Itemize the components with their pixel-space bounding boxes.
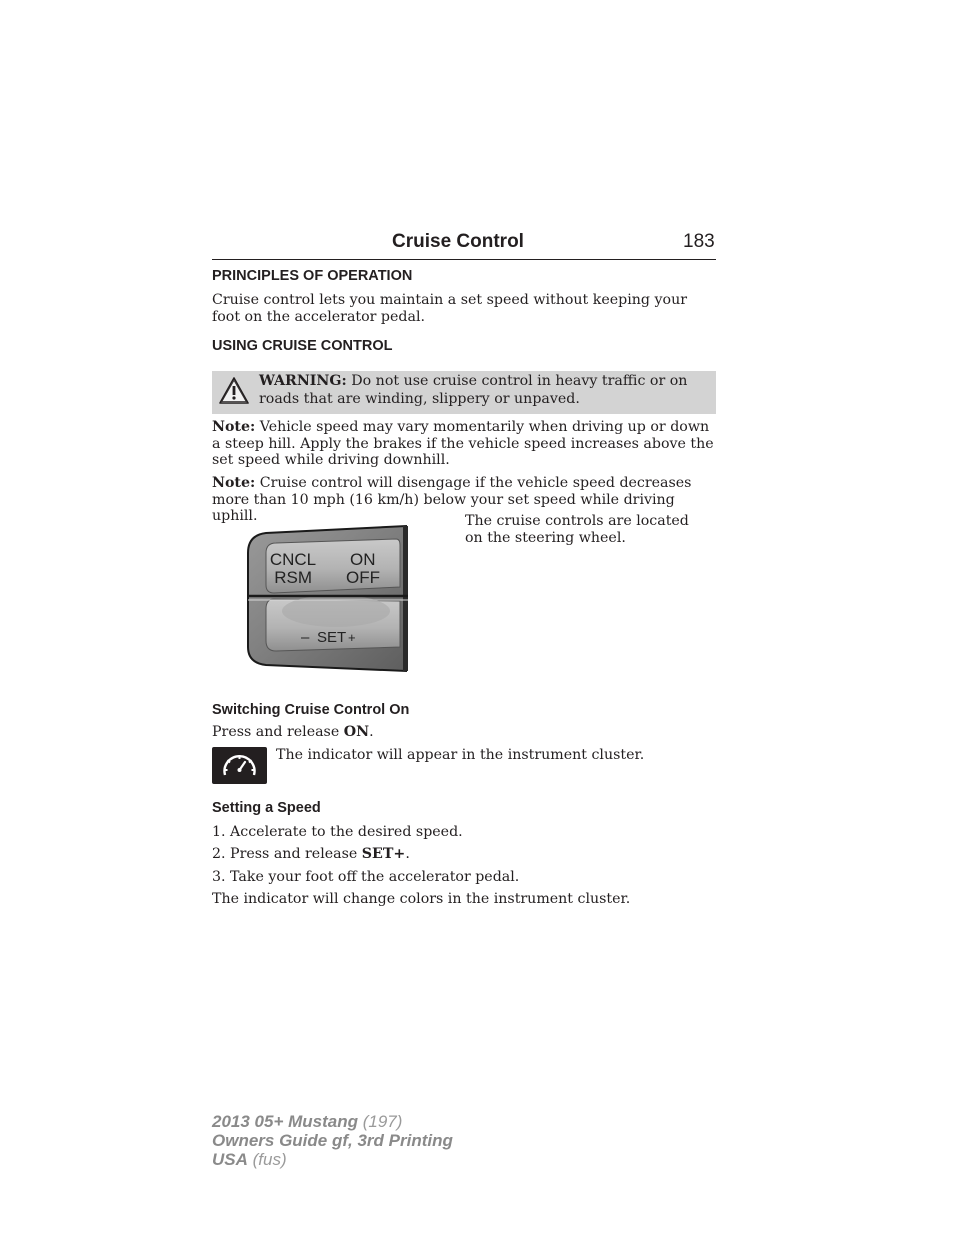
- cruise-control-switch-illustration: [246, 523, 410, 673]
- using-heading: USING CRUISE CONTROL: [212, 338, 393, 354]
- indicator-change-text: The indicator will change colors in the instrument cluster.: [212, 891, 631, 907]
- footer-line-1: 2013 05+ Mustang (197): [212, 1112, 403, 1131]
- set-label: SET: [317, 629, 347, 646]
- principles-text: Cruise control lets you maintain a set speed without keeping your foot on the accelerator pedal.: [212, 292, 687, 325]
- note-speed-variation: Note: Vehicle speed may vary momentarily when driving up or down a steep hill. Apply the brakes if the vehicle speed increases above the set speed while driving downhill.: [212, 419, 714, 469]
- note-label: Note:: [212, 419, 256, 435]
- step-3: 3. Take your foot off the accelerator pedal.: [212, 869, 520, 885]
- note-disengage: Note: Cruise control will disengage if the vehicle speed decreases more than 10 mph (16 km/h) below your set speed while driving uphill.: [212, 475, 692, 525]
- print-footer: [212, 1112, 453, 1169]
- minus-label: –: [301, 629, 310, 646]
- controls-location-text: The cruise controls are located on the steering wheel.: [465, 513, 689, 546]
- cruise-indicator-icon: [212, 747, 267, 784]
- footer-line-2: Owners Guide gf, 3rd Printing: [212, 1131, 453, 1150]
- footer-line-3: USA (fus): [212, 1150, 287, 1169]
- step-1: 1. Accelerate to the desired speed.: [212, 824, 463, 840]
- warning-box: [212, 371, 716, 414]
- off-label: OFF: [346, 568, 380, 587]
- rsm-label: RSM: [274, 568, 312, 587]
- on-button-ref: ON: [343, 724, 370, 740]
- header-rule: [212, 259, 716, 260]
- switching-on-heading: Switching Cruise Control On: [212, 702, 410, 718]
- set-button-ref: SET+: [361, 846, 406, 862]
- warning-label: WARNING:: [259, 373, 347, 389]
- plus-label: +: [348, 630, 356, 645]
- warning-text: WARNING: Do not use cruise control in heavy traffic or on roads that are winding, slippery or unpaved.: [259, 373, 688, 407]
- switching-on-instruction: Press and release ON.: [212, 724, 374, 740]
- setting-speed-heading: Setting a Speed: [212, 800, 321, 816]
- page-title: Cruise Control: [392, 231, 524, 252]
- step-2: 2. Press and release SET+.: [212, 846, 410, 862]
- principles-heading: PRINCIPLES OF OPERATION: [212, 268, 413, 284]
- cncl-label: CNCL: [269, 550, 317, 569]
- note-label: Note:: [212, 475, 256, 491]
- page-number: 183: [683, 231, 715, 252]
- on-label: ON: [350, 550, 376, 569]
- indicator-appear-text: The indicator will appear in the instrument cluster.: [276, 747, 645, 763]
- warning-icon: [218, 376, 250, 405]
